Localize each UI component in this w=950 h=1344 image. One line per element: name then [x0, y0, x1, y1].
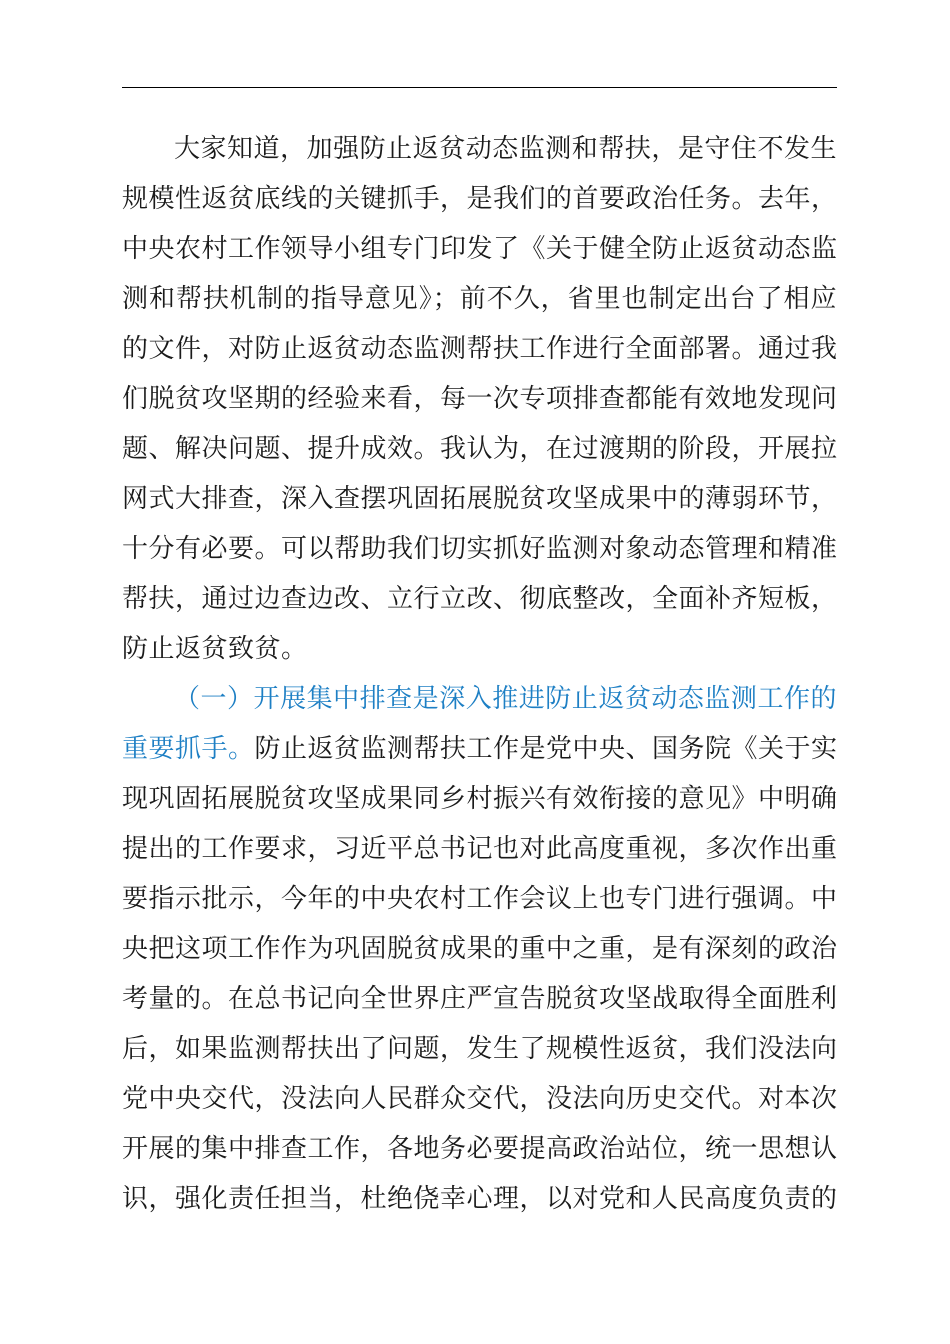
paragraph-line: 的文件，对防止返贫动态监测帮扶工作进行全面部署。通过我 [122, 334, 838, 364]
header-rule [122, 87, 837, 88]
paragraph-1 [122, 124, 837, 674]
paragraph-line: 们脱贫攻坚期的经验来看，每一次专项排查都能有效地发现问 [122, 384, 838, 414]
paragraph-line: 规模性返贫底线的关键抓手，是我们的首要政治任务。去年， [122, 184, 838, 214]
paragraph-line-rest: 防止返贫监测帮扶工作是党中央、国务院《关于实 [254, 734, 838, 764]
paragraph-line: 要指示批示，今年的中央农村工作会议上也专门进行强调。中 [122, 884, 838, 914]
paragraph-line: 开展的集中排查工作，各地务必要提高政治站位，统一思想认 [122, 1134, 838, 1164]
paragraph-line: 大家知道，加强防止返贫动态监测和帮扶，是守住不发生 [174, 134, 837, 164]
paragraph-line: 测和帮扶机制的指导意见》；前不久，省里也制定出台了相应 [122, 284, 837, 314]
paragraph-line: 党中央交代，没法向人民群众交代，没法向历史交代。对本次 [122, 1084, 838, 1114]
paragraph-line: 考量的。在总书记向全世界庄严宣告脱贫攻坚战取得全面胜利 [122, 984, 838, 1014]
paragraph-line: 央把这项工作作为巩固脱贫成果的重中之重，是有深刻的政治 [122, 934, 838, 964]
section-heading: （一）开展集中排查是深入推进防止返贫动态监测工作的 [174, 684, 837, 714]
paragraph-line: 防止返贫致贫。 [122, 634, 308, 664]
paragraph-line: 题、解决问题、提升成效。我认为，在过渡期的阶段，开展拉 [122, 434, 838, 464]
document-body [122, 124, 837, 1224]
paragraph-line: 十分有必要。可以帮助我们切实抓好监测对象动态管理和精准 [122, 534, 838, 564]
paragraph-line: 中央农村工作领导小组专门印发了《关于健全防止返贫动态监 [122, 234, 838, 264]
paragraph-line: 识，强化责任担当，杜绝侥幸心理，以对党和人民高度负责的 [122, 1184, 838, 1214]
paragraph-line: 现巩固拓展脱贫攻坚成果同乡村振兴有效衔接的意见》中明确 [122, 784, 838, 814]
paragraph-line: 网式大排查，深入查摆巩固拓展脱贫攻坚成果中的薄弱环节， [122, 484, 838, 514]
paragraph-line: 后，如果监测帮扶出了问题，发生了规模性返贫，我们没法向 [122, 1034, 838, 1064]
paragraph-line: 提出的工作要求，习近平总书记也对此高度重视，多次作出重 [122, 834, 838, 864]
paragraph-2 [122, 674, 837, 1224]
section-heading-end: 重要抓手。 [122, 734, 255, 764]
paragraph-line [122, 724, 837, 774]
paragraph-line: 帮扶，通过边查边改、立行立改、彻底整改，全面补齐短板， [122, 584, 838, 614]
